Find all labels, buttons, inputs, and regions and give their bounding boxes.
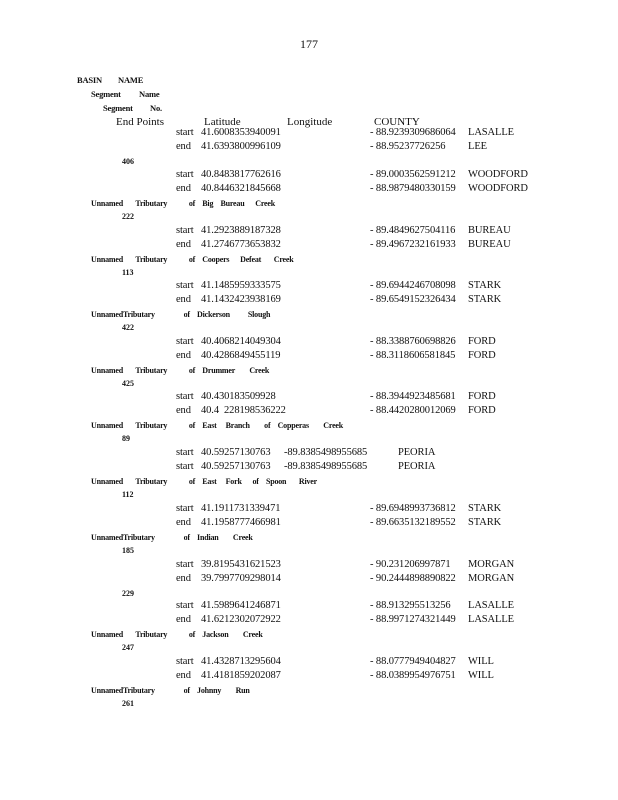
endpoint-label: end [176,405,191,416]
county-value: PEORIA [398,461,436,472]
segment-name: Unnamed Tributary of East Branch of Copperas Creek [91,421,344,430]
segment-number: 112 [122,490,134,499]
header-county: COUNTY [374,116,420,128]
latitude-value: 40.4 228198536222 [201,405,286,416]
county-value: STARK [468,280,502,291]
county-value: WILL [468,670,494,681]
segment-number: 229 [122,589,134,598]
segment-number: 89 [122,434,130,443]
latitude-value: 41.1432423938169 [201,294,281,305]
page-number: 177 [300,37,318,51]
county-value: STARK [468,517,502,528]
longitude-value: - 88.4420280012069 [370,405,456,416]
latitude-value: 39.8195431621523 [201,559,281,570]
latitude-value: 41.5989641246871 [201,600,281,611]
segment-name: Unnamed Tributary of Coopers Defeat Creek [91,255,294,264]
segment-number: 422 [122,323,134,332]
endpoint-label: end [176,294,191,305]
latitude-value: 41.1958777466981 [201,517,281,528]
longitude-value: - 88.9971274321449 [370,614,456,625]
endpoint-label: end [176,517,191,528]
longitude-value: - 88.9879480330159 [370,183,456,194]
endpoint-label: start [176,447,194,458]
segment-number: 425 [122,379,134,388]
county-value: FORD [468,336,496,347]
endpoint-label: end [176,573,191,584]
county-value: MORGAN [468,573,515,584]
segment-name: UnnamedTributary of Johnny Run [91,686,250,695]
longitude-value: - 88.0389954976751 [370,670,456,681]
header-segment-name: Name [139,89,160,99]
endpoint-label: start [176,503,194,514]
header-segment-2: Segment [103,103,133,113]
longitude-value: -89.8385498955685 [284,447,368,458]
county-value: FORD [468,405,496,416]
endpoint-label: end [176,670,191,681]
longitude-value: - 88.3944923485681 [370,391,456,402]
segment-name: UnnamedTributary of Indian Creek [91,533,253,542]
longitude-value: - 89.6635132189552 [370,517,456,528]
endpoint-label: end [176,239,191,250]
latitude-value: 40.8483817762616 [201,169,281,180]
longitude-value: - 89.4849627504116 [370,225,456,236]
latitude-value: 41.2746773653832 [201,239,281,250]
header-latitude: Latitude [204,116,241,128]
endpoint-label: end [176,614,191,625]
endpoint-label: start [176,280,194,291]
latitude-value: 40.8446321845668 [201,183,281,194]
longitude-value: - 88.9239309686064 [370,127,456,138]
longitude-value: -89.8385498955685 [284,461,368,472]
segment-name: Unnamed Tributary of Jackson Creek [91,630,263,639]
segment-number: 222 [122,212,134,221]
latitude-value: 40.59257130763 [201,447,271,458]
endpoint-label: start [176,600,194,611]
county-value: LASALLE [468,614,514,625]
latitude-value: 41.4328713295604 [201,656,281,667]
header-no: No. [150,103,162,113]
county-value: FORD [468,350,496,361]
segment-name: Unnamed Tributary of Drummer Creek [91,366,270,375]
endpoint-label: start [176,391,194,402]
county-value: BUREAU [468,225,511,236]
segment-number: 261 [122,699,134,708]
latitude-value: 39.7997709298014 [201,573,281,584]
longitude-value: - 88.913295513256 [370,600,451,611]
segment-number: 247 [122,643,134,652]
endpoint-label: end [176,141,191,152]
header-name: NAME [118,75,144,85]
county-value: BUREAU [468,239,511,250]
county-value: MORGAN [468,559,515,570]
county-value: WOODFORD [468,169,528,180]
longitude-value: - 88.3118606581845 [370,350,456,361]
longitude-value: - 89.6948993736812 [370,503,456,514]
latitude-value: 41.1485959333575 [201,280,281,291]
latitude-value: 40.4286849455119 [201,350,281,361]
latitude-value: 41.4181859202087 [201,670,281,681]
longitude-value: - 88.0777949404827 [370,656,456,667]
segment-name: Unnamed Tributary of East Fork of Spoon River [91,477,318,486]
county-value: WILL [468,656,494,667]
latitude-value: 41.6212302072922 [201,614,281,625]
longitude-value: - 90.2444898890822 [370,573,456,584]
county-value: WOODFORD [468,183,528,194]
longitude-value: - 89.4967232161933 [370,239,456,250]
longitude-value: - 88.95237726256 [370,141,446,152]
longitude-value: - 90.231206997871 [370,559,451,570]
endpoint-label: start [176,461,194,472]
county-value: STARK [468,294,502,305]
segment-number: 406 [122,157,134,166]
segment-number: 185 [122,546,134,555]
header-longitude: Longitude [287,116,333,128]
latitude-value: 41.2923889187328 [201,225,281,236]
county-value: FORD [468,391,496,402]
county-value: LEE [468,141,487,152]
endpoint-label: end [176,183,191,194]
county-value: PEORIA [398,447,436,458]
latitude-value: 40.4068214049304 [201,336,281,347]
latitude-value: 41.6008353940091 [201,127,281,138]
longitude-value: - 89.6944246708098 [370,280,456,291]
segment-name: UnnamedTributary of Dickerson Slough [91,310,271,319]
latitude-value: 41.1911731339471 [201,503,281,514]
latitude-value: 40.59257130763 [201,461,271,472]
endpoint-label: start [176,169,194,180]
latitude-value: 41.6393800996109 [201,141,281,152]
longitude-value: - 89.6549152326434 [370,294,456,305]
endpoint-label: start [176,559,194,570]
header-end-points: End Points [116,116,164,128]
longitude-value: - 88.3388760698826 [370,336,456,347]
endpoint-label: start [176,127,194,138]
endpoint-label: start [176,336,194,347]
county-value: LASALLE [468,127,514,138]
county-value: LASALLE [468,600,514,611]
header-segment: Segment [91,89,121,99]
endpoint-label: start [176,656,194,667]
county-value: STARK [468,503,502,514]
latitude-value: 40.430183509928 [201,391,276,402]
longitude-value: - 89.0003562591212 [370,169,456,180]
header-basin: BASIN [77,75,102,85]
endpoint-label: start [176,225,194,236]
endpoint-label: end [176,350,191,361]
segment-number: 113 [122,268,134,277]
segment-name: Unnamed Tributary of Big Bureau Creek [91,199,275,208]
